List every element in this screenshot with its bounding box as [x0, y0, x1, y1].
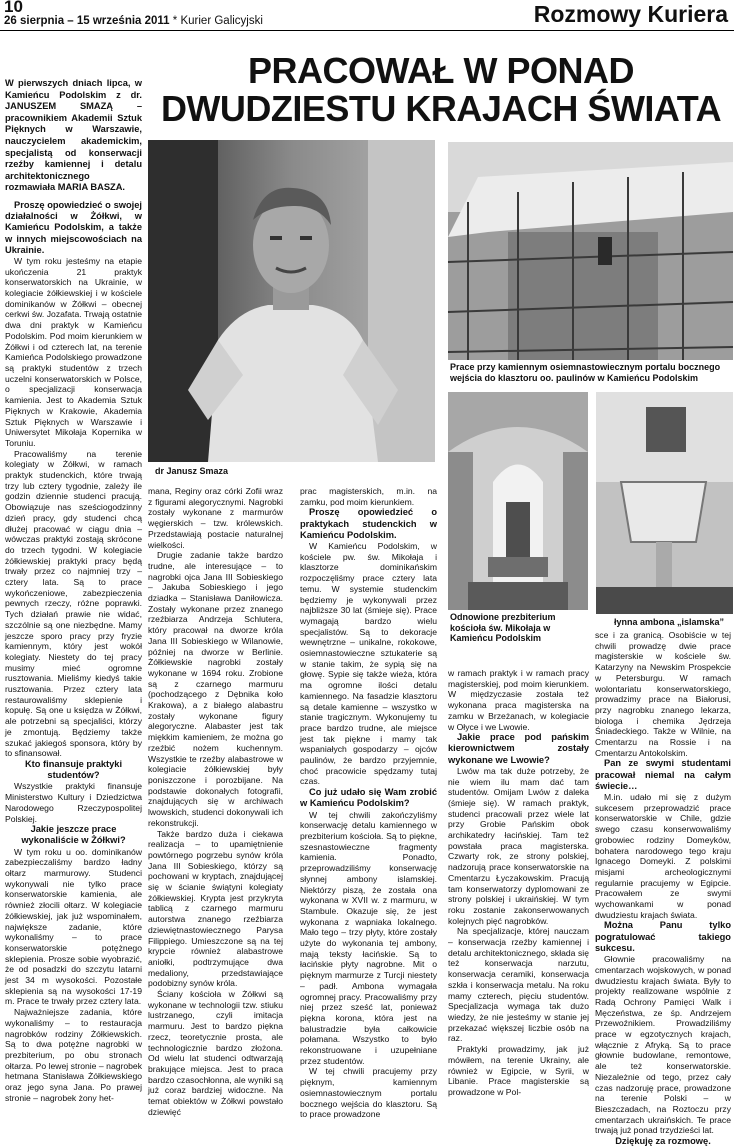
paragraph: Lwów ma tak duże potrzeby, że nie wiem ilu mam dać tam studentów. Omijam Lwów z daleka (śmieje się). W ramach praktyk, studenci pracowali przez wiele lat przy Grobie Pańskim obok archikatedry łacińskiej. Tam też powstała praca magisterska. Czwarty rok, ze strony polskiej, nadzorują prace konserwatorskie na Cmentarzu Łyczakowskim. Pracują tam konserwatorzy dyplomowani ze strony polskiej i ukraińskiej. W tym roku zostanie zakonserwowanych kolejnych pięć nagrobków. — [448, 765, 589, 926]
question: Kto finansuje praktyki studentów? — [24, 759, 123, 781]
question: Jakie jeszcze prace wykonaliście w Żółkwi? — [21, 824, 126, 846]
portrait-caption: dr Janusz Smaza — [155, 466, 229, 476]
paragraph: mana, Reginy oraz córki Zofii wraz z figurami alegorycznymi. Nagrobki zostały wykonane z marmurów węgierskich – tzw. królewskich. Przedstawiają postacie naturalnej wielkości. — [148, 486, 283, 550]
paragraph: W tej chwili zakończyliśmy konserwację detalu kamiennego w prezbiterium kościoła. Są to piękne, szesnastowieczne fragmenty kamienia. Ponadto, przeprowadziliśmy konserwację słynnej ambony islamskiej. Niektórzy piszą, że została ona wykonana w XVII w. z marmuru, w Stambule. Okazuje się, że jest wykonana z wapniaka lokalnego. Mało tego – trzy płyty, które zostały użyte do wykonania tej ambony, mają teksty łacińskie. Są to łacińskie płyty nagrobne. Mit o pięknym marmurze z Turcji niestety – padł. Ambona wymagała ogromnej pracy. Pracowaliśmy przy niej przez sześć lat, ponieważ piękna korona, która jest na balustradzie była całkowicie połamana. Wszystko to było rekonstruowane i uzupełniane przez studentów. — [300, 809, 437, 1066]
paragraph: M.in. udało mi się z dużym sukcesem przeprowadzić prace konserwatorskie w Chile, gdzie swego czasu konserwowaliśmy grobowiec rodziny Domeyków, bohatera narodowego tego kraju Ignacego Domeyki. Z polskimi misjami archeologicznymi regularnie pracujemy w Egipcie. Pracowałem ze swymi wychowankami w ponad dwudziestu krajach świata. — [595, 792, 731, 920]
intro-lead: W pierwszych dniach lipca, w Kamieńcu Podolskim z dr. JANUSZEM SMAZĄ – pracownikiem Akademii Sztuk Pięknych w Warszawie, nauczycielem akademickim, specjalistą od konserwacji rzeźby kamiennej i detalu architektonicznego rozmawiała MARIA BASZA. — [5, 78, 142, 193]
title-line-2: DWUDZIESTU KRAJACH ŚWIATA — [160, 88, 722, 129]
paragraph: w ramach praktyk i w ramach pracy magisterskiej, pod moim kierunkiem. W międzyczasie została też wykonana praca magisterska na zamku w Brzeżanach, w kolegiacie w Ołyce i we Lwowie. — [448, 668, 589, 732]
closing-thanks: Dziękuję za rozmowę. — [615, 1136, 711, 1147]
article-title — [150, 52, 732, 128]
title-line-1: PRACOWAŁ W PONAD — [248, 50, 634, 91]
paragraph: Głownie pracowaliśmy na cmentarzach wojskowych, w ponad dwudziestu krajach świata. Były to projekty realizowane wspólnie z Radą Ochrony Pamięci Walk i Męczeństwa, ze śp. Andrzejem Przewoźnikiem. Prowadziliśmy prace w egzotycznych krajach, włącznie z Afryką. Są to prace głownie budowlane, remontowe, ale też konserwatorskie. Niezależnie od tego, przez cały czas nadzoruję prace, prowadzone na terenie Polski – w Bieszczadach, na Roztoczu przy cmentarzach ukraińskich. Te prace trwają już ponad trzydzieści lat. — [595, 954, 731, 1136]
paragraph: Ściany kościoła w Żółkwi są wykonane w technologii tzw. stiuku lustrzanego, czyli imitacja marmuru. Jest to bardzo piękna rzecz, teoretycznie prosta, ale technologicznie bardzo złożona. Od wielu lat studenci odtwarzają brakujące miejsca. Jest to praca bardzo czasochłonna, ale wyniki są już coraz bardziej widoczne. Na temat obiektów w Żółkwi powstało dziewięć — [148, 989, 283, 1117]
portal-scaffolding-photo — [448, 142, 733, 360]
church-caption: Odnowione prezbiterium kościoła św. Mikołaja w Kamieńcu Podolskim — [450, 612, 556, 643]
ambo-photo — [596, 392, 733, 614]
paragraph: Drugie zadanie także bardzo trudne, ale interesujące – to nagrobki ojca Jana III Sobieskiego – Jakuba Sobieskiego i jego dziadka – Stanisława Daniłowicza. Zostały wykonane przez znanego rzeźbiarza Andrzeja Schlutera, który pracował na dworze króla Jana III Sobieskiego w Wilanowie, później na dworze w Berlinie. Żółkiewskie nagrobki zostały wykonane w 1694 roku. Zrobione są z czarnego marmuru (pochodzącego z Dębnika koło Krakowa), a z białego alabastru zostały wykonane figury alegoryczne. Alabaster jest tak miękkim kamieniem, że można go rzeźbić nożem kuchennym. Wszystkie te rzeźby alabastrowe w kolegiacie żółkiewskiej były poniszczone i porozbijane. Na podstawie dokonałych fotografii, znajdujących się w archiwach lwowskich, studenci dokonywali ich rekonstrukcji. — [148, 550, 283, 828]
paragraph: Pracowaliśmy na terenie kolegiaty w Żółkwi, w ramach praktyk studenckich, które trwają trzy lub cztery tygodnie, zależy ile godzin dziennie studenci pracują. Obowiązuje nas sześciogodzinny dzień pracy, gdy studenci chcą dłużej pracować w ciągu dnia – wówczas praktyki zostają skrócone do trzech tygodni. W kolegiacie żółkiewskiej praktyki pracy będą trwały przez co najmniej trzy – cztery lata. Są to prace wykończeniowe, zabezpieczenia pewnych rzeczy, różne poprawki. Tych działań prawie nie widać, szczólnie są one niezbędne. Mamy jeszcze sporo pracy przy fryzie kamiennym, który jest wokół kolegiaty. Niestety do tej pracy musimy mieć ogromne rusztowania. Mieliśmy kiedyś takie rusztowania. Przez cztery lata restaurowaliśmy sklepienie i kopułę. Są one u księdza w Żółkwi, ale potrzebni są specjaliści, którzy je zmontują. Będziemy także szukać jakiegoś sponsora, który by to sfinansował. — [5, 448, 142, 759]
question: Można Panu tylko pogratulować takiego sukcesu. — [595, 920, 731, 953]
header-rule — [0, 30, 734, 31]
paragraph: Na specjalizacje, której nauczam – konserwacja rzeźby kamiennej i detalu architektonicznego, składa się też konserwacja narzutu, konserwacja ceramiki, konserwacja szkła i konserwacja metalu. Na roku mamy czterech, pięciu studentów. Specjalizacja wymaga tak dużo wiedzy, że nie jesteśmy w stanie jej przekazać większej liczbie osób na raz. — [448, 926, 589, 1044]
paragraph: W tym roku jesteśmy na etapie ukończenia 21 praktyk konserwatorskich na Ukrainie, w kolegiacie żółkiewskiej i w kościele dominikanów w Żółkwi – obecnej cerkwi św. Jozafata. Trwają ostatnie dwa dni praktyk w Kamieńcu Podolskim. Pod moim kierunkiem w Żółkwi i od czterech lat, na terenie Kamieńca Podolskiego prowadzone są praktyki studentów z trzech uczelni konserwatorskich w Polsce, o specjalizacji konserwacja kamienia. Jest to Akademia Sztuk Pięknych w Krakowie, Akademia Sztuk Pięknych w Warszawie i Uniwersytet Mikołaja Kopernika w Toruniu. — [5, 255, 142, 448]
article-column-1 — [5, 78, 142, 1103]
page-number: 10 — [4, 0, 23, 16]
article-column-4 — [448, 668, 589, 1103]
issue-date: 26 sierpnia – 15 września 2011 — [4, 15, 170, 27]
article-column-2 — [148, 486, 283, 1117]
question: Jakie prace pod pańskim kierownictwem zostały wykonane we Lwowie? — [448, 732, 589, 765]
article-column-3 — [300, 486, 437, 1120]
paragraph: W tym roku u oo. dominikanów zabezpieczaliśmy bardzo ładny ołtarz marmurowy. Studenci wykonywali nie tylko prace konserwatorskie kamienia, ale również złocili ołtarz. W kolegiacie żółkiewskiej, jak już wspominałem, największe zadanie, które wykonaliśmy – to prace konserwatorskie potężnego sklepienia. Prosze sobie wyobrazić, że od posadzki do szczytu latarni jest 34 m wysokości. Pozostałe sklepienia są na wysokości 17-19 m. Prace te trwały przez cztery lata. — [5, 846, 142, 1007]
question: Co już udało się Wam zrobić w Kamieńcu Podolskim? — [300, 787, 437, 809]
paragraph: Także bardzo duża i ciekawa realizacja – to upamiętnienie powtórnego pogrzebu synów króla Jana III Sobieskiego, którzy są pochowani w kryptach, znajdującej się w ścianie świątyni kolegiaty żółkiewskiej. Krypta jest przykryta tablicą z czarnego marmuru autorstwa znanego rzeźbiarza dziewiętnastowiecznego Parysa Filippiego. Umieszczone są na tej krypcie również alabastrowe aniołki, podtrzymujące dwa medaliony, przedstawiające podobizny synów króla. — [148, 828, 283, 989]
paragraph: Najważniejsze zadania, które wykonaliśmy – to restauracja nagrobków rodziny Żółkiewskich. Są to dwa potężne nagrobki w prezbiterium, po obu stronach ołtarza. Po lewej stronie – nagrobek hetmana Stanisława Żółkiewskiego oraz jego syna Jana. Po prawej stronie – nagrobek żony het- — [5, 1007, 142, 1103]
paragraph: sce i za granicą. Osobiście w tej chwili prowadzę dwie prace magisterskie w kościele św. Katarzyny na Newskim Prospekcie w Petersburgu. W ramach wolontariatu konserwatorskiego, prowadzimy prace na Białorusi, przy nagrobku znanego lekarza, biologa i chemika Jędrzeja Śniadeckiego. Także w Wilnie, na Cmentarzu na Rossie i na Cmentarzu Antokolskim. — [595, 630, 731, 758]
question: Proszę opowiedzieć o praktykach studenckich w Kamieńcu Podolskim. — [300, 507, 437, 540]
newspaper-name: Kurier Galicyjski — [180, 15, 263, 27]
portal-caption: Prace przy kamiennym osiemnastowiecznym portalu bocznego wejścia do klasztoru oo. paulinów w Kamieńcu Podolskim — [450, 362, 721, 383]
paragraph: Wszystkie praktyki finansuje Ministerstwo Kultury i Dziedzictwa Narodowego Rzeczypospolitej Polskiej. — [5, 781, 142, 824]
issue-date-line — [4, 15, 263, 27]
question: Pan ze swymi studentami pracował niemal na całym świecie… — [595, 758, 731, 791]
section-name: Rozmowy Kuriera — [533, 1, 728, 27]
question: Proszę opowiedzieć o swojej działalności w Żółkwi, w Kamieńcu Podolskim, a także w innych miejscowościach na Ukrainie. — [5, 199, 142, 255]
paragraph: prac magisterskich, m.in. na zamku, pod moim kierunkiem. — [300, 486, 437, 507]
paragraph: W tej chwili pracujemy przy pięknym, kamiennym osiemnastowiecznym portalu bocznego wejścia do klasztoru. Są to prace prowadzone — [300, 1066, 437, 1120]
paragraph: W Kamieńcu Podolskim, w kościele pw. św. Mikołaja i klasztorze dominikańskim rozpoczęliśmy prace cztery lata temu. W systemie studenckim będziemy je wykonywali przez najbliższe 30 lat (śmieje się). Prace wymagają bardzo wielu specjalistów. Są to dekoracje wewnętrzne – unikalne, rokokowe, osiemnastowieczne sztukaterie są w stanie takim, że sypią się na głowę. Sypie się także wieża, która ma ogromne ilości detalu kamiennego. Na fasadzie klasztoru są detale kamienne – wszystko w stanie tragicznym. Wykonujemy tu prace bardzo trudne, ale miejsce jest tak piękne i mamy tak wspaniałych gospodarzy – ojców paulinów, że bardzo przyjemnie, choć pracowicie spędzamy tutaj czas. — [300, 541, 437, 787]
church-interior-photo — [448, 392, 588, 610]
date-separator: * — [172, 15, 178, 27]
ambo-caption: łynna ambona „islamska” — [613, 617, 725, 627]
paragraph: Praktyki prowadzimy, jak już mówiłem, na terenie Ukrainy, ale również w Egipcie, w Syrii, w Libanie. Prace magisterskie są prowadzone w Pol- — [448, 1044, 589, 1097]
article-column-5 — [595, 630, 731, 1147]
portrait-photo — [148, 140, 435, 462]
